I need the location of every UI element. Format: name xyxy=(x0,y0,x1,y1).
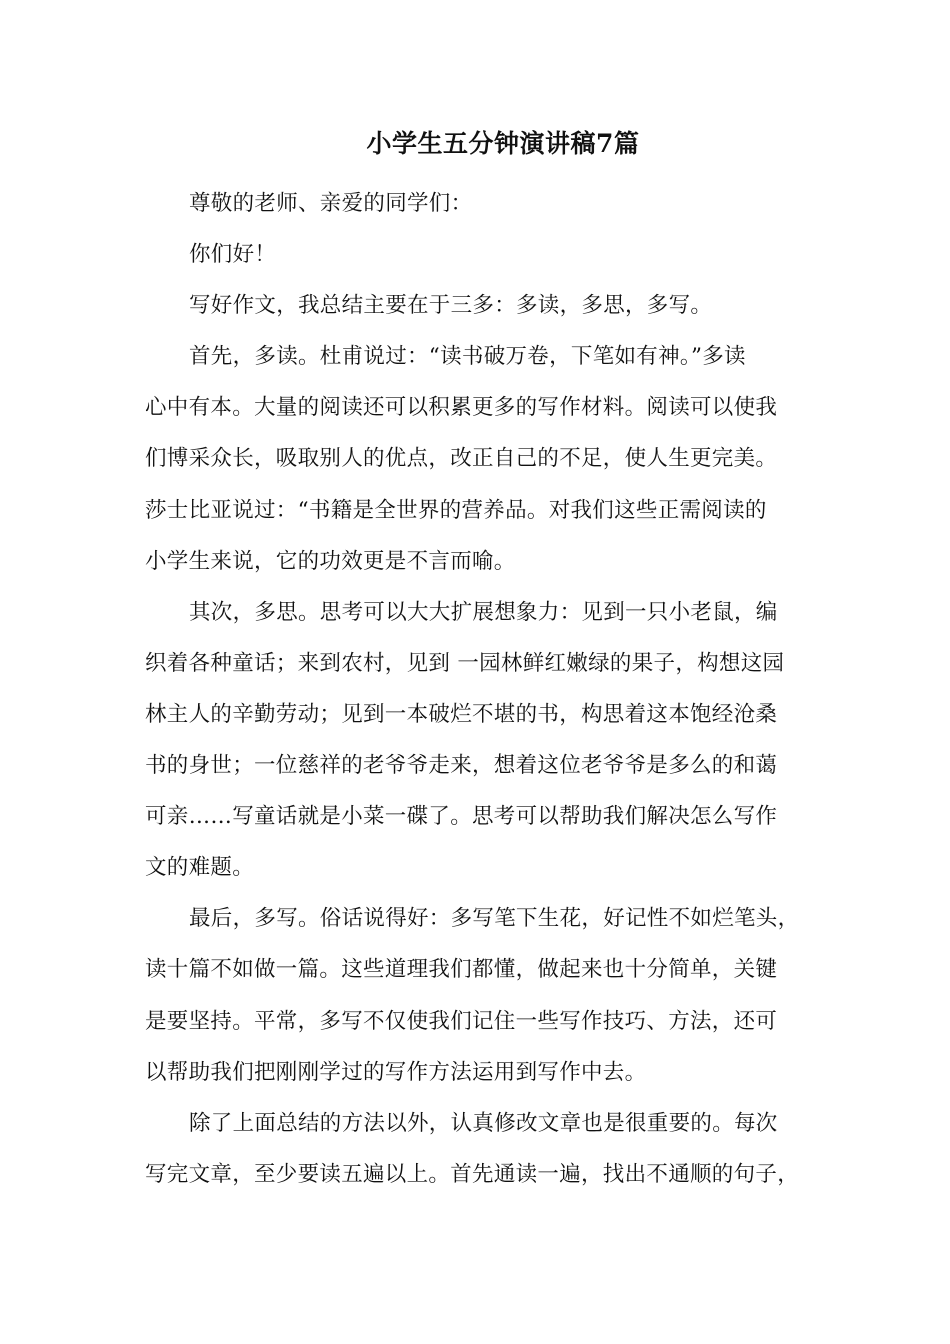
text-line: 小学生来说，它的功效更是不言而喻。 xyxy=(145,548,516,574)
text-line: 林主人的辛勤劳动；见到一本破烂不堪的书，构思着这本饱经沧桑 xyxy=(145,701,778,727)
text-line: 们博采众长，吸取别人的优点，改正自己的不足，使人生更完美。 xyxy=(145,446,778,472)
text-line: 书的身世；一位慈祥的老爷爷走来，想着这位老爷爷是多么的和蔼 xyxy=(145,753,778,779)
document-body xyxy=(145,189,831,1211)
text-line: 以帮助我们把刚刚学过的写作方法运用到写作中去。 xyxy=(145,1059,647,1085)
text-line: 可亲……写童话就是小菜一碟了。思考可以帮助我们解决怎么写作 xyxy=(145,804,778,830)
text-line: 你们好！ xyxy=(189,242,277,268)
text-line: 是要坚持。平常，多写不仅使我们记住一些写作技巧、方法，还可 xyxy=(145,1008,778,1034)
text-line: 最后，多写。俗话说得好：多写笔下生花，好记性不如烂笔头， xyxy=(189,906,800,932)
text-line: 文的难题。 xyxy=(145,855,255,881)
text-line: 心中有本。大量的阅读还可以积累更多的写作材料。阅读可以使我 xyxy=(145,395,778,421)
text-line: 写完文章，至少要读五遍以上。首先通读一遍，找出不通顺的句子， xyxy=(145,1161,800,1187)
text-line: 尊敬的老师、亲爱的同学们： xyxy=(189,191,473,216)
text-line: 莎士比亚说过：“书籍是全世界的营养品。对我们这些正需阅读的 xyxy=(145,497,767,523)
text-line: 除了上面总结的方法以外，认真修改文章也是很重要的。每次 xyxy=(189,1110,778,1136)
document-title: 小学生五分钟演讲稿7篇 xyxy=(366,129,640,158)
text-line: 写好作文，我总结主要在于三多：多读，多思，多写。 xyxy=(189,293,713,319)
text-line: 读十篇不如做一篇。这些道理我们都懂，做起来也十分简单，关键 xyxy=(145,957,778,983)
text-line: 其次，多思。思考可以大大扩展想象力：见到一只小老鼠，编 xyxy=(189,599,778,625)
text-line: 首先，多读。杜甫说过：“读书破万卷，下笔如有神。”多读 xyxy=(189,344,746,370)
text-line: 织着各种童话；来到农村，见到 一园林鲜红嫩绿的果子，构想这园 xyxy=(145,650,785,676)
